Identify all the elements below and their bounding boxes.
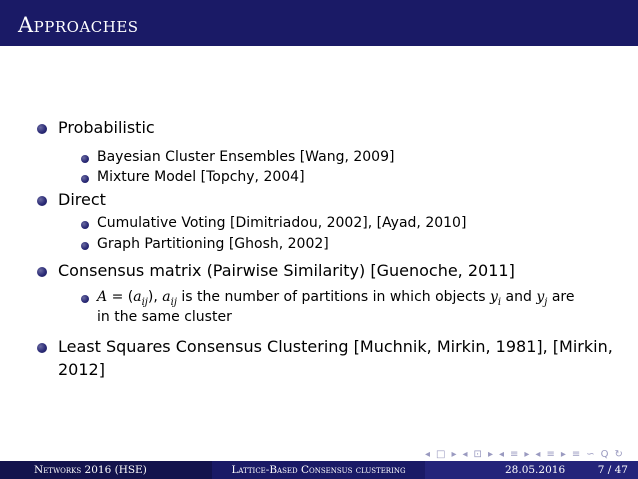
text-c: are xyxy=(547,289,575,305)
math-yj: y xyxy=(536,289,545,305)
bullet-probabilistic: Probabilistic xyxy=(58,118,155,137)
nav-section-icon[interactable]: ≡ xyxy=(510,448,519,460)
bullet-icon xyxy=(37,196,47,206)
math-i: i xyxy=(497,296,502,308)
nav-next-doc-icon[interactable]: ▸ xyxy=(560,448,566,460)
bullet-direct: Direct xyxy=(58,190,106,209)
bullet-consensus-matrix: Consensus matrix (Pairwise Similarity) [Guenoche, 2011] xyxy=(58,261,515,280)
nav-prev-frame-icon[interactable]: ◂ xyxy=(425,448,431,460)
nav-subsection-icon[interactable]: ⊡ xyxy=(473,448,482,460)
text-a: is the number of partitions in which objects xyxy=(176,289,490,305)
slide-title: Approaches xyxy=(18,13,139,37)
sub-bullet-bayesian: Bayesian Cluster Ensembles [Wang, 2009] xyxy=(97,149,395,165)
sub-bullet-icon xyxy=(81,175,89,183)
nav-frame-icon[interactable]: □ xyxy=(436,448,446,460)
slide-footer xyxy=(0,461,638,479)
math-ij: ij xyxy=(141,296,148,308)
math-ij2: ij xyxy=(170,296,177,308)
nav-prev-subsection-icon[interactable]: ◂ xyxy=(462,448,468,460)
nav-doc-icon[interactable]: ≡ xyxy=(546,448,555,460)
footer-date: 28.05.2016 xyxy=(505,464,566,476)
sub-bullet-mixture: Mixture Model [Topchy, 2004] xyxy=(97,169,305,185)
sub-bullet-graph: Graph Partitioning [Ghosh, 2002] xyxy=(97,236,329,252)
sub-bullet-icon xyxy=(81,242,89,250)
math-A: A xyxy=(97,289,108,305)
nav-forward-icon[interactable]: ↻ xyxy=(614,448,623,460)
nav-prev-section-icon[interactable]: ◂ xyxy=(498,448,504,460)
nav-back-icon[interactable]: ∽ xyxy=(586,448,595,460)
beamer-navigation[interactable] xyxy=(425,447,623,461)
nav-next-subsection-icon[interactable]: ▸ xyxy=(487,448,493,460)
bullet-icon xyxy=(37,267,47,277)
footer-title: Lattice-Based Consensus clustering xyxy=(212,461,425,479)
math-a2: a xyxy=(162,289,171,305)
math-yi: y xyxy=(489,289,498,305)
math-comma: , xyxy=(153,289,163,305)
text-b: and xyxy=(501,289,537,305)
math-j: j xyxy=(544,296,548,308)
sub-bullet-icon xyxy=(81,155,89,163)
math-eq: = ( xyxy=(107,289,134,305)
footer-author: Networks 2016 (HSE) xyxy=(0,461,212,479)
bullet-least-squares-line2: 2012] xyxy=(58,360,105,379)
sub-bullet-cumulative: Cumulative Voting [Dimitriadou, 2002], [Ayad, 2010] xyxy=(97,215,467,231)
math-close: ) xyxy=(147,289,154,305)
sub-bullet-matrix-line2: in the same cluster xyxy=(97,309,232,325)
bullet-icon xyxy=(37,343,47,353)
footer-page-number: 7 / 47 xyxy=(597,464,628,476)
nav-prev-doc-icon[interactable]: ◂ xyxy=(535,448,541,460)
nav-appendix-icon[interactable]: ≡ xyxy=(571,448,581,460)
nav-next-section-icon[interactable]: ▸ xyxy=(524,448,530,460)
footer-date-page xyxy=(425,461,638,479)
bullet-least-squares-line1: Least Squares Consensus Clustering [Muchnik, Mirkin, 1981], [Mirkin, xyxy=(58,337,613,356)
math-a: a xyxy=(133,289,142,305)
bullet-icon xyxy=(37,124,47,134)
nav-next-frame-icon[interactable]: ▸ xyxy=(451,448,457,460)
sub-bullet-icon xyxy=(81,295,89,303)
sub-bullet-icon xyxy=(81,221,89,229)
nav-search-icon[interactable]: Q xyxy=(600,448,609,460)
